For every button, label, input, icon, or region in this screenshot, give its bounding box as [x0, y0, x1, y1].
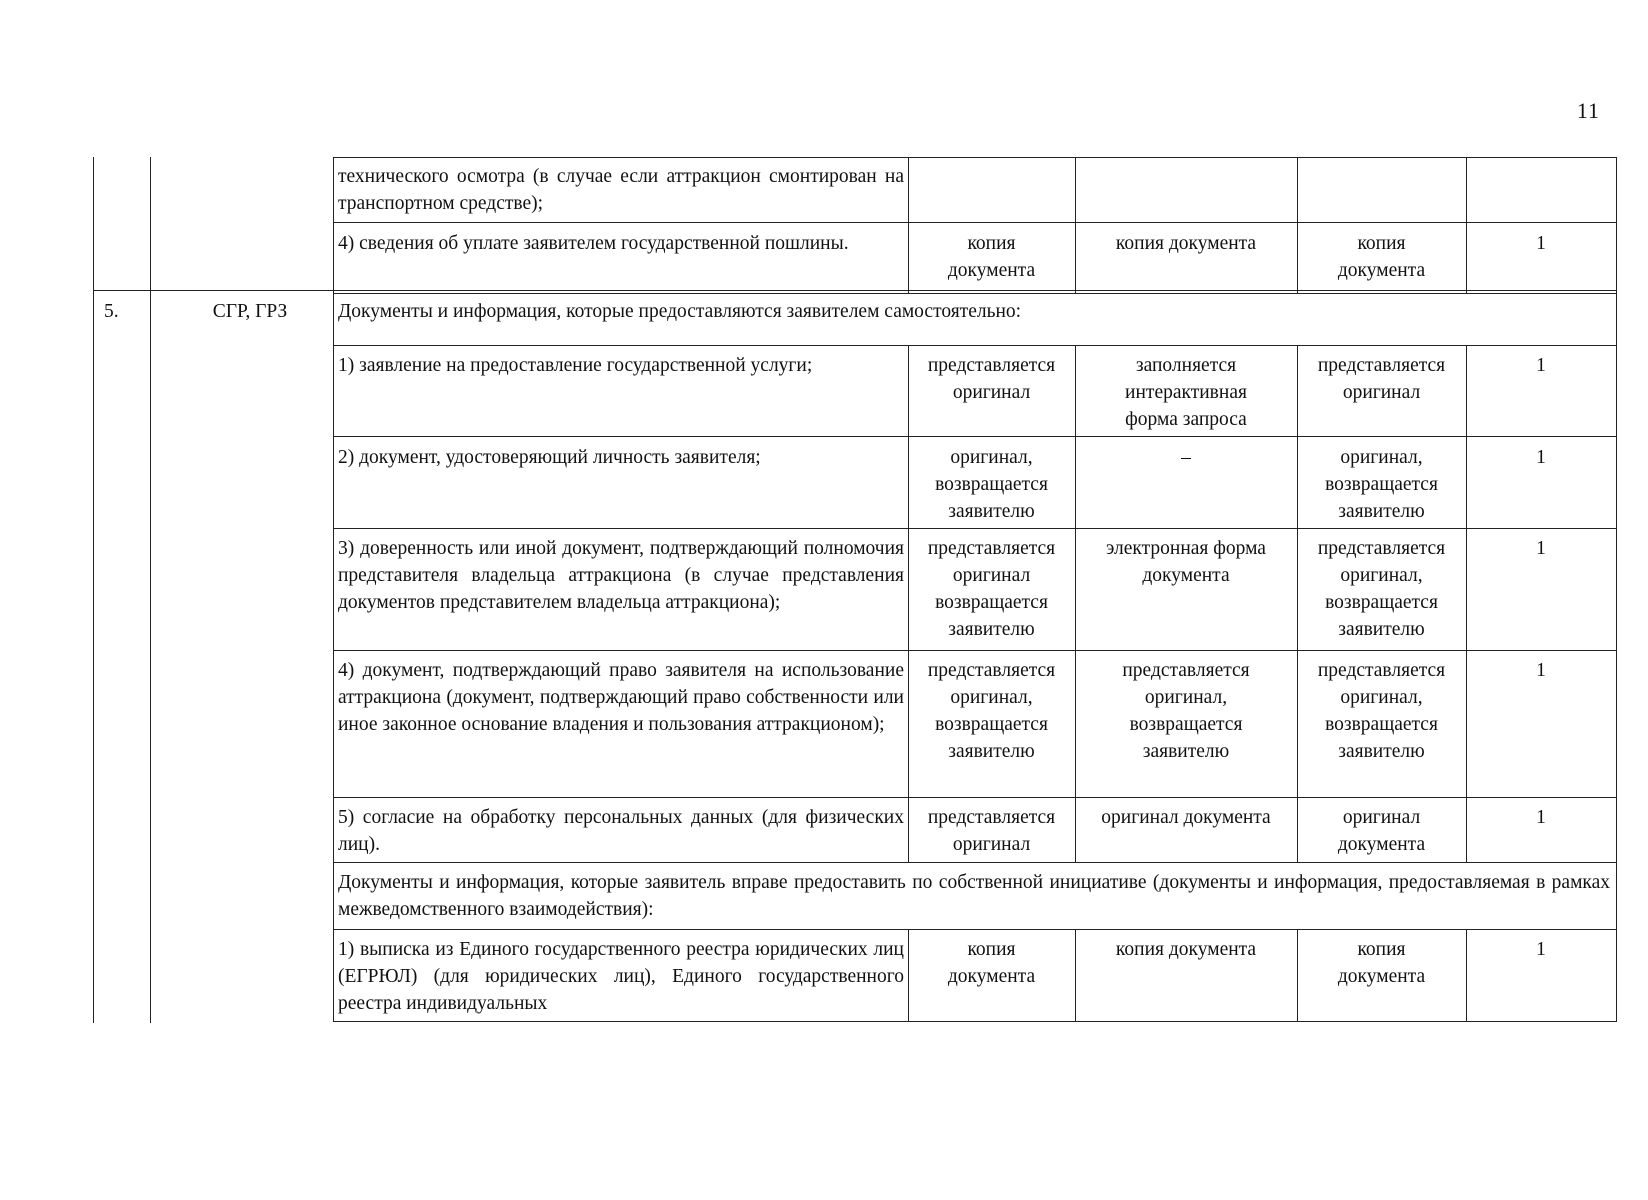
table-row-line — [333, 222, 1616, 223]
doc-description: 4) документ, подтверждающий право заявителя на использование аттракциона (документ, подтверждающий право собственности или иное законное основание владения и пользования аттракционом); — [338, 660, 904, 735]
table-row-line — [333, 862, 1616, 863]
doc-form-col2: представляется оригинал возвращается заявителю — [927, 538, 1056, 640]
table-divider-col4 — [1297, 345, 1298, 862]
doc-form-col3: заполняется интерактивная форма запроса — [1125, 355, 1247, 430]
table-border-right — [1616, 157, 1617, 1022]
section-number: 5. — [104, 301, 119, 322]
doc-description: 1) заявление на предоставление государственной услуги; — [338, 355, 813, 376]
table-divider-col2 — [908, 157, 909, 293]
doc-form-col4: представляется оригинал — [1317, 355, 1446, 403]
doc-count: 1 — [1536, 355, 1546, 376]
doc-form-col2: представляется оригинал, возвращается заявителю — [927, 660, 1056, 762]
doc-form-col3: электронная форма документа — [1106, 538, 1266, 586]
doc-form-col3: представляется оригинал, возвращается заявителю — [1122, 660, 1250, 762]
page-number: 11 — [1576, 98, 1600, 123]
table-row-line — [333, 436, 1616, 437]
section-code: СГР, ГРЗ — [212, 301, 288, 322]
table-divider-col3 — [1075, 157, 1076, 293]
table-section-line — [93, 290, 1616, 291]
table-line-bottom — [333, 1021, 1616, 1022]
doc-count: 1 — [1536, 807, 1546, 828]
doc-form-col2: представляется оригинал — [927, 355, 1056, 403]
table-row-line — [333, 929, 1616, 930]
doc-form-col3: копия документа — [1115, 233, 1257, 254]
doc-description: 2) документ, удостоверяющий личность заявителя; — [338, 447, 761, 468]
section-heading-self: Документы и информация, которые предоставляются заявителем самостоятельно: — [338, 301, 1022, 322]
doc-description: 3) доверенность или иной документ, подтверждающий полномочия представителя владельца аттракциона (в случае представления документов представителем владельца аттракциона); — [338, 538, 904, 613]
table-divider-col4 — [1297, 929, 1298, 1022]
table-row-line — [333, 293, 1616, 294]
table-row-line — [333, 650, 1616, 651]
table-divider-col5 — [1466, 345, 1467, 862]
doc-description: технического осмотра (в случае если аттракцион смонтирован на транспортном средстве); — [338, 166, 904, 214]
doc-form-col4: представляется оригинал, возвращается заявителю — [1317, 660, 1446, 762]
table-divider-col5 — [1466, 929, 1467, 1022]
doc-form-col4: копия документа — [1337, 233, 1426, 281]
table-divider-col2 — [908, 345, 909, 862]
section-heading-initiative: Документы и информация, которые заявитель вправе предоставить по собственной инициативе (документы и информация, предоставляемая в рамках межведомственного взаимодействия): — [338, 872, 1610, 920]
doc-count: 1 — [1536, 660, 1546, 681]
doc-form-col3: копия документа — [1115, 939, 1257, 960]
doc-count: 1 — [1536, 447, 1546, 468]
table-line-top — [333, 157, 1616, 158]
doc-form-col4: представляется оригинал, возвращается заявителю — [1317, 538, 1446, 640]
doc-form-col2: копия документа — [947, 233, 1036, 281]
table-divider-col2 — [908, 929, 909, 1022]
table-divider-code — [150, 157, 151, 1023]
table-row-line — [333, 797, 1616, 798]
table-divider-col3 — [1075, 929, 1076, 1022]
doc-description: 4) сведения об уплате заявителем государственной пошлины. — [338, 233, 849, 254]
doc-description: 1) выписка из Единого государственного реестра юридических лиц (ЕГРЮЛ) (для юридических лиц), Единого государственного реестра индивидуальных — [338, 939, 904, 1014]
doc-form-col4: оригинал документа — [1337, 807, 1426, 855]
doc-form-col3: оригинал документа — [1101, 807, 1271, 828]
doc-form-col2: представляется оригинал — [927, 807, 1056, 855]
table-row-line — [333, 345, 1616, 346]
table-divider-col5 — [1466, 157, 1467, 293]
doc-description: 5) согласие на обработку персональных данных (для физических лиц). — [338, 807, 904, 855]
doc-count: 1 — [1536, 538, 1546, 559]
table-divider-col4 — [1297, 157, 1298, 293]
doc-count: 1 — [1536, 233, 1546, 254]
table-row-line — [333, 528, 1616, 529]
doc-form-col4: оригинал, возвращается заявителю — [1325, 447, 1438, 522]
table-divider-docs — [333, 157, 334, 1022]
doc-form-col2: копия документа — [947, 939, 1036, 987]
doc-form-col2: оригинал, возвращается заявителю — [935, 447, 1048, 522]
doc-form-col3: – — [1181, 447, 1191, 468]
table-border-left — [93, 157, 94, 1023]
table-divider-col3 — [1075, 345, 1076, 862]
doc-form-col4: копия документа — [1337, 939, 1426, 987]
doc-count: 1 — [1536, 939, 1546, 960]
